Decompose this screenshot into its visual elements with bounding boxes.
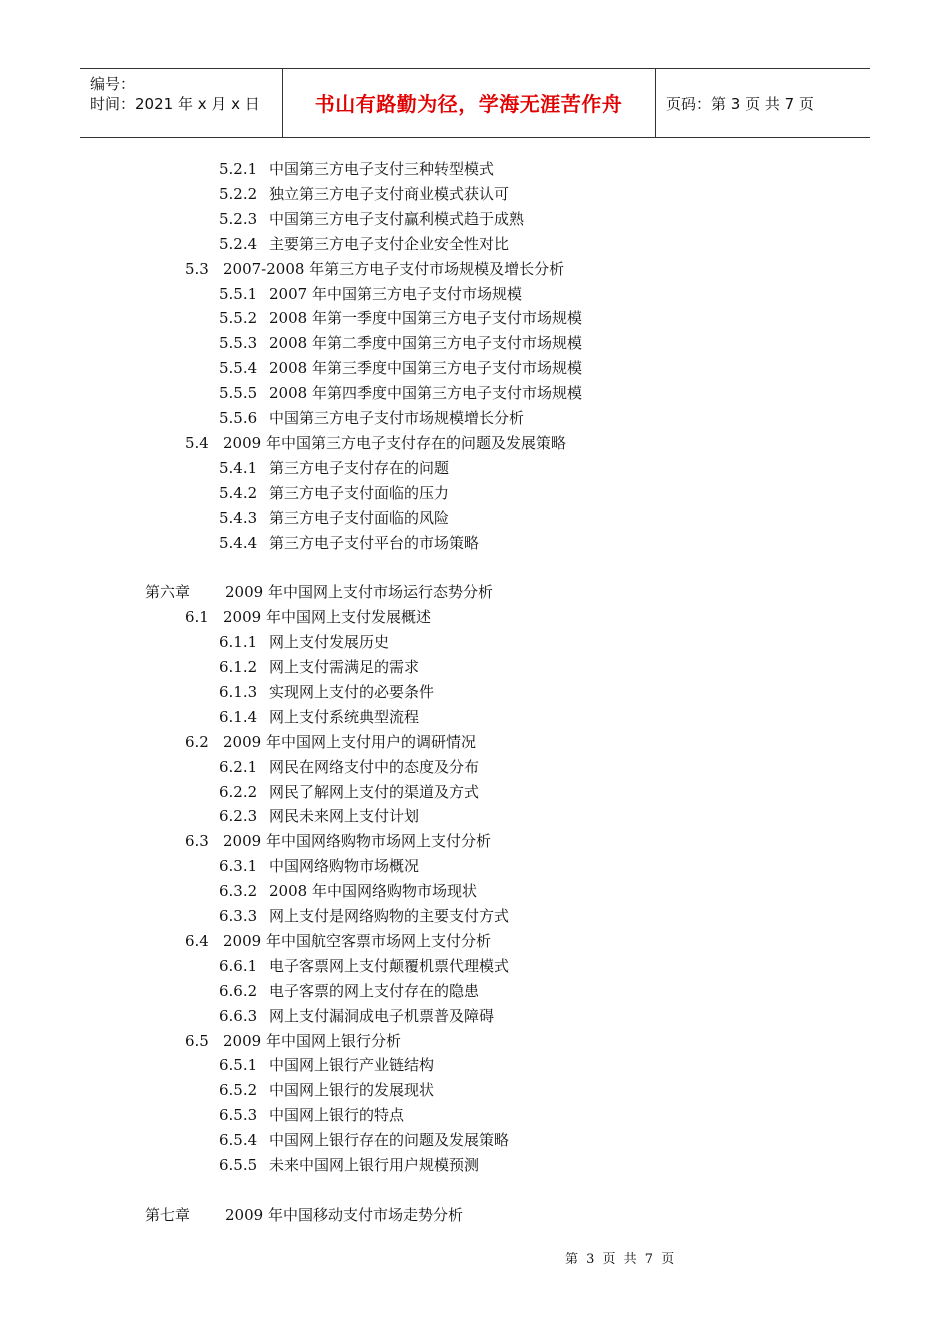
toc-subsection (219, 656, 419, 678)
toc-number: 5.5.2 (219, 309, 258, 328)
toc-subsection (219, 631, 389, 653)
toc-section (185, 830, 491, 852)
toc-title: 网民未来网上支付计划 (269, 807, 420, 826)
toc-subsection (219, 1154, 479, 1176)
toc-title: 中国网络购物市场概况 (269, 857, 420, 876)
toc-subsection (219, 158, 494, 180)
toc-title: 网上支付系统典型流程 (269, 707, 420, 726)
toc-section (185, 731, 476, 753)
toc-number: 6.2.3 (219, 807, 258, 826)
toc-subsection (219, 706, 419, 728)
toc-title: 2008 年第二季度中国第三方电子支付市场规模 (269, 334, 582, 353)
toc-section (185, 606, 431, 628)
toc-title: 网民在网络支付中的态度及分布 (269, 757, 480, 776)
toc-number: 5.5.6 (219, 409, 258, 427)
toc-subsection (219, 955, 509, 977)
toc-number: 6.3.2 (219, 882, 258, 901)
toc-number: 6.5.3 (219, 1106, 258, 1125)
toc-section (185, 258, 564, 280)
toc-number: 5.5.4 (219, 359, 258, 378)
number-label: 编号： (90, 75, 136, 93)
toc-section (185, 1030, 401, 1052)
toc-title: 网民了解网上支付的渠道及方式 (269, 782, 480, 801)
toc-number: 5.4.3 (219, 508, 258, 527)
toc-number: 5.5.3 (219, 334, 258, 353)
toc-subsection (219, 208, 524, 230)
toc-title: 2009 年中国航空客票市场网上支付分析 (223, 931, 491, 950)
toc-title: 第三方电子支付面临的风险 (269, 508, 450, 527)
toc-number: 6.6.1 (219, 956, 258, 975)
toc-subsection (219, 283, 522, 305)
toc-title: 未来中国网上银行用户规模预测 (269, 1156, 480, 1174)
toc-title: 2009 年中国网上支付用户的调研情况 (223, 732, 476, 751)
toc-title: 第三方电子支付平台的市场策略 (269, 533, 480, 552)
toc-number: 6.1.4 (219, 707, 258, 726)
toc-number: 第七章 (145, 1205, 191, 1224)
toc-title: 中国网上银行的特点 (269, 1106, 405, 1125)
header-motto: 书山有路勤为径，学海无涯苦作舟 (314, 92, 623, 116)
toc-title: 2009 年中国网上银行分析 (223, 1031, 401, 1050)
toc-subsection (219, 855, 419, 877)
toc-subsection (219, 681, 434, 703)
toc-number: 6.1 (185, 608, 209, 627)
toc-title: 2009 年中国第三方电子支付存在的问题及发展策略 (223, 433, 566, 452)
toc-number: 6.1.1 (219, 633, 258, 652)
toc-title: 2008 年第一季度中国第三方电子支付市场规模 (269, 309, 582, 328)
toc-number: 6.3 (185, 832, 209, 851)
toc-number: 第六章 (145, 583, 191, 602)
header-page-cell (655, 69, 871, 137)
toc-number: 5.2.2 (219, 184, 258, 203)
toc-title: 网上支付需满足的需求 (269, 658, 420, 676)
toc-title: 2008 年第四季度中国第三方电子支付市场规模 (269, 384, 582, 403)
toc-number: 5.2.1 (219, 160, 258, 178)
toc-number: 6.4 (185, 931, 209, 950)
toc-subsection (219, 781, 479, 803)
toc-title: 2007 年中国第三方电子支付市场规模 (269, 284, 522, 303)
toc-title: 第三方电子支付面临的压力 (269, 483, 450, 502)
toc-subsection (219, 457, 449, 479)
toc-subsection (219, 1005, 494, 1027)
toc-subsection (219, 1129, 509, 1151)
toc-subsection (219, 382, 582, 404)
toc-section (185, 930, 491, 952)
toc-number: 6.6.3 (219, 1006, 258, 1025)
toc-subsection (219, 905, 509, 927)
toc-subsection (219, 532, 479, 554)
toc-subsection (219, 332, 582, 354)
toc-title: 主要第三方电子支付企业安全性对比 (269, 234, 510, 253)
toc-title: 网上支付漏洞成电子机票普及障碍 (269, 1006, 495, 1025)
toc-number: 6.2 (185, 732, 209, 751)
toc-title: 电子客票网上支付颠覆机票代理模式 (269, 956, 510, 975)
toc-title: 实现网上支付的必要条件 (269, 682, 435, 701)
toc-title: 2009 年中国网上支付市场运行态势分析 (225, 583, 493, 602)
toc-subsection (219, 482, 449, 504)
toc-number: 5.5.1 (219, 284, 258, 303)
toc-number: 6.2.1 (219, 757, 258, 776)
toc-section (185, 432, 566, 454)
toc-subsection (219, 805, 419, 827)
toc-number: 6.5.1 (219, 1056, 258, 1075)
toc-title: 中国第三方电子支付市场规模增长分析 (269, 409, 525, 427)
toc-subsection (219, 1104, 404, 1126)
toc-number: 5.4.2 (219, 483, 258, 502)
toc-number: 6.6.2 (219, 981, 258, 1000)
toc-title: 网上支付是网络购物的主要支付方式 (269, 907, 510, 925)
toc-title: 2009 年中国网上支付发展概述 (223, 608, 431, 627)
toc-title: 电子客票的网上支付存在的隐患 (269, 981, 480, 1000)
toc-number: 6.5.2 (219, 1081, 258, 1100)
toc-title: 第三方电子支付存在的问题 (269, 458, 450, 477)
toc-number: 6.5.5 (219, 1156, 258, 1174)
toc-title: 独立第三方电子支付商业模式获认可 (269, 184, 510, 203)
toc-number: 5.2.4 (219, 234, 258, 253)
toc-title: 2009 年中国移动支付市场走势分析 (225, 1205, 463, 1224)
toc-title: 中国第三方电子支付赢利模式趋于成熟 (269, 209, 525, 228)
toc-subsection (219, 980, 479, 1002)
toc-chapter (145, 581, 493, 603)
header-page-number: 页码：第 3 页 共 7 页 (666, 95, 814, 113)
toc-number: 6.3.3 (219, 907, 258, 925)
toc-number: 6.1.3 (219, 682, 258, 701)
toc-title: 2007-2008 年第三方电子支付市场规模及增长分析 (223, 259, 565, 278)
toc-title: 2008 年中国网络购物市场现状 (269, 882, 477, 901)
toc-subsection (219, 357, 582, 379)
toc-title: 2008 年第三季度中国第三方电子支付市场规模 (269, 359, 582, 378)
time-label: 时间：2021 年 x 月 x 日 (90, 95, 260, 113)
toc-number: 5.3 (185, 259, 209, 278)
toc-subsection (219, 233, 509, 255)
page-header (80, 68, 870, 138)
toc-number: 6.5 (185, 1031, 209, 1050)
toc-number: 5.5.5 (219, 384, 258, 403)
header-meta-cell (80, 69, 283, 137)
toc-number: 6.2.2 (219, 782, 258, 801)
toc-number: 6.1.2 (219, 658, 258, 676)
toc-title: 中国网上银行产业链结构 (269, 1056, 435, 1075)
toc-title: 网上支付发展历史 (269, 633, 390, 652)
toc-subsection (219, 1079, 434, 1101)
toc-number: 6.5.4 (219, 1131, 258, 1150)
toc-subsection (219, 756, 479, 778)
toc-number: 5.2.3 (219, 209, 258, 228)
toc-chapter (145, 1204, 463, 1226)
toc-title: 中国网上银行的发展现状 (269, 1081, 435, 1100)
toc-number: 5.4 (185, 433, 209, 452)
page-footer: 第 3 页 共 7 页 (565, 1252, 675, 1267)
toc-title: 中国第三方电子支付三种转型模式 (269, 160, 495, 178)
toc-subsection (219, 880, 477, 902)
toc-number: 6.3.1 (219, 857, 258, 876)
toc-subsection (219, 183, 509, 205)
toc-subsection (219, 307, 582, 329)
toc-subsection (219, 1054, 434, 1076)
toc-title: 中国网上银行存在的问题及发展策略 (269, 1131, 510, 1150)
toc-subsection (219, 407, 524, 429)
toc-title: 2009 年中国网络购物市场网上支付分析 (223, 832, 491, 851)
toc-number: 5.4.1 (219, 458, 258, 477)
toc-number: 5.4.4 (219, 533, 258, 552)
toc-subsection (219, 507, 449, 529)
